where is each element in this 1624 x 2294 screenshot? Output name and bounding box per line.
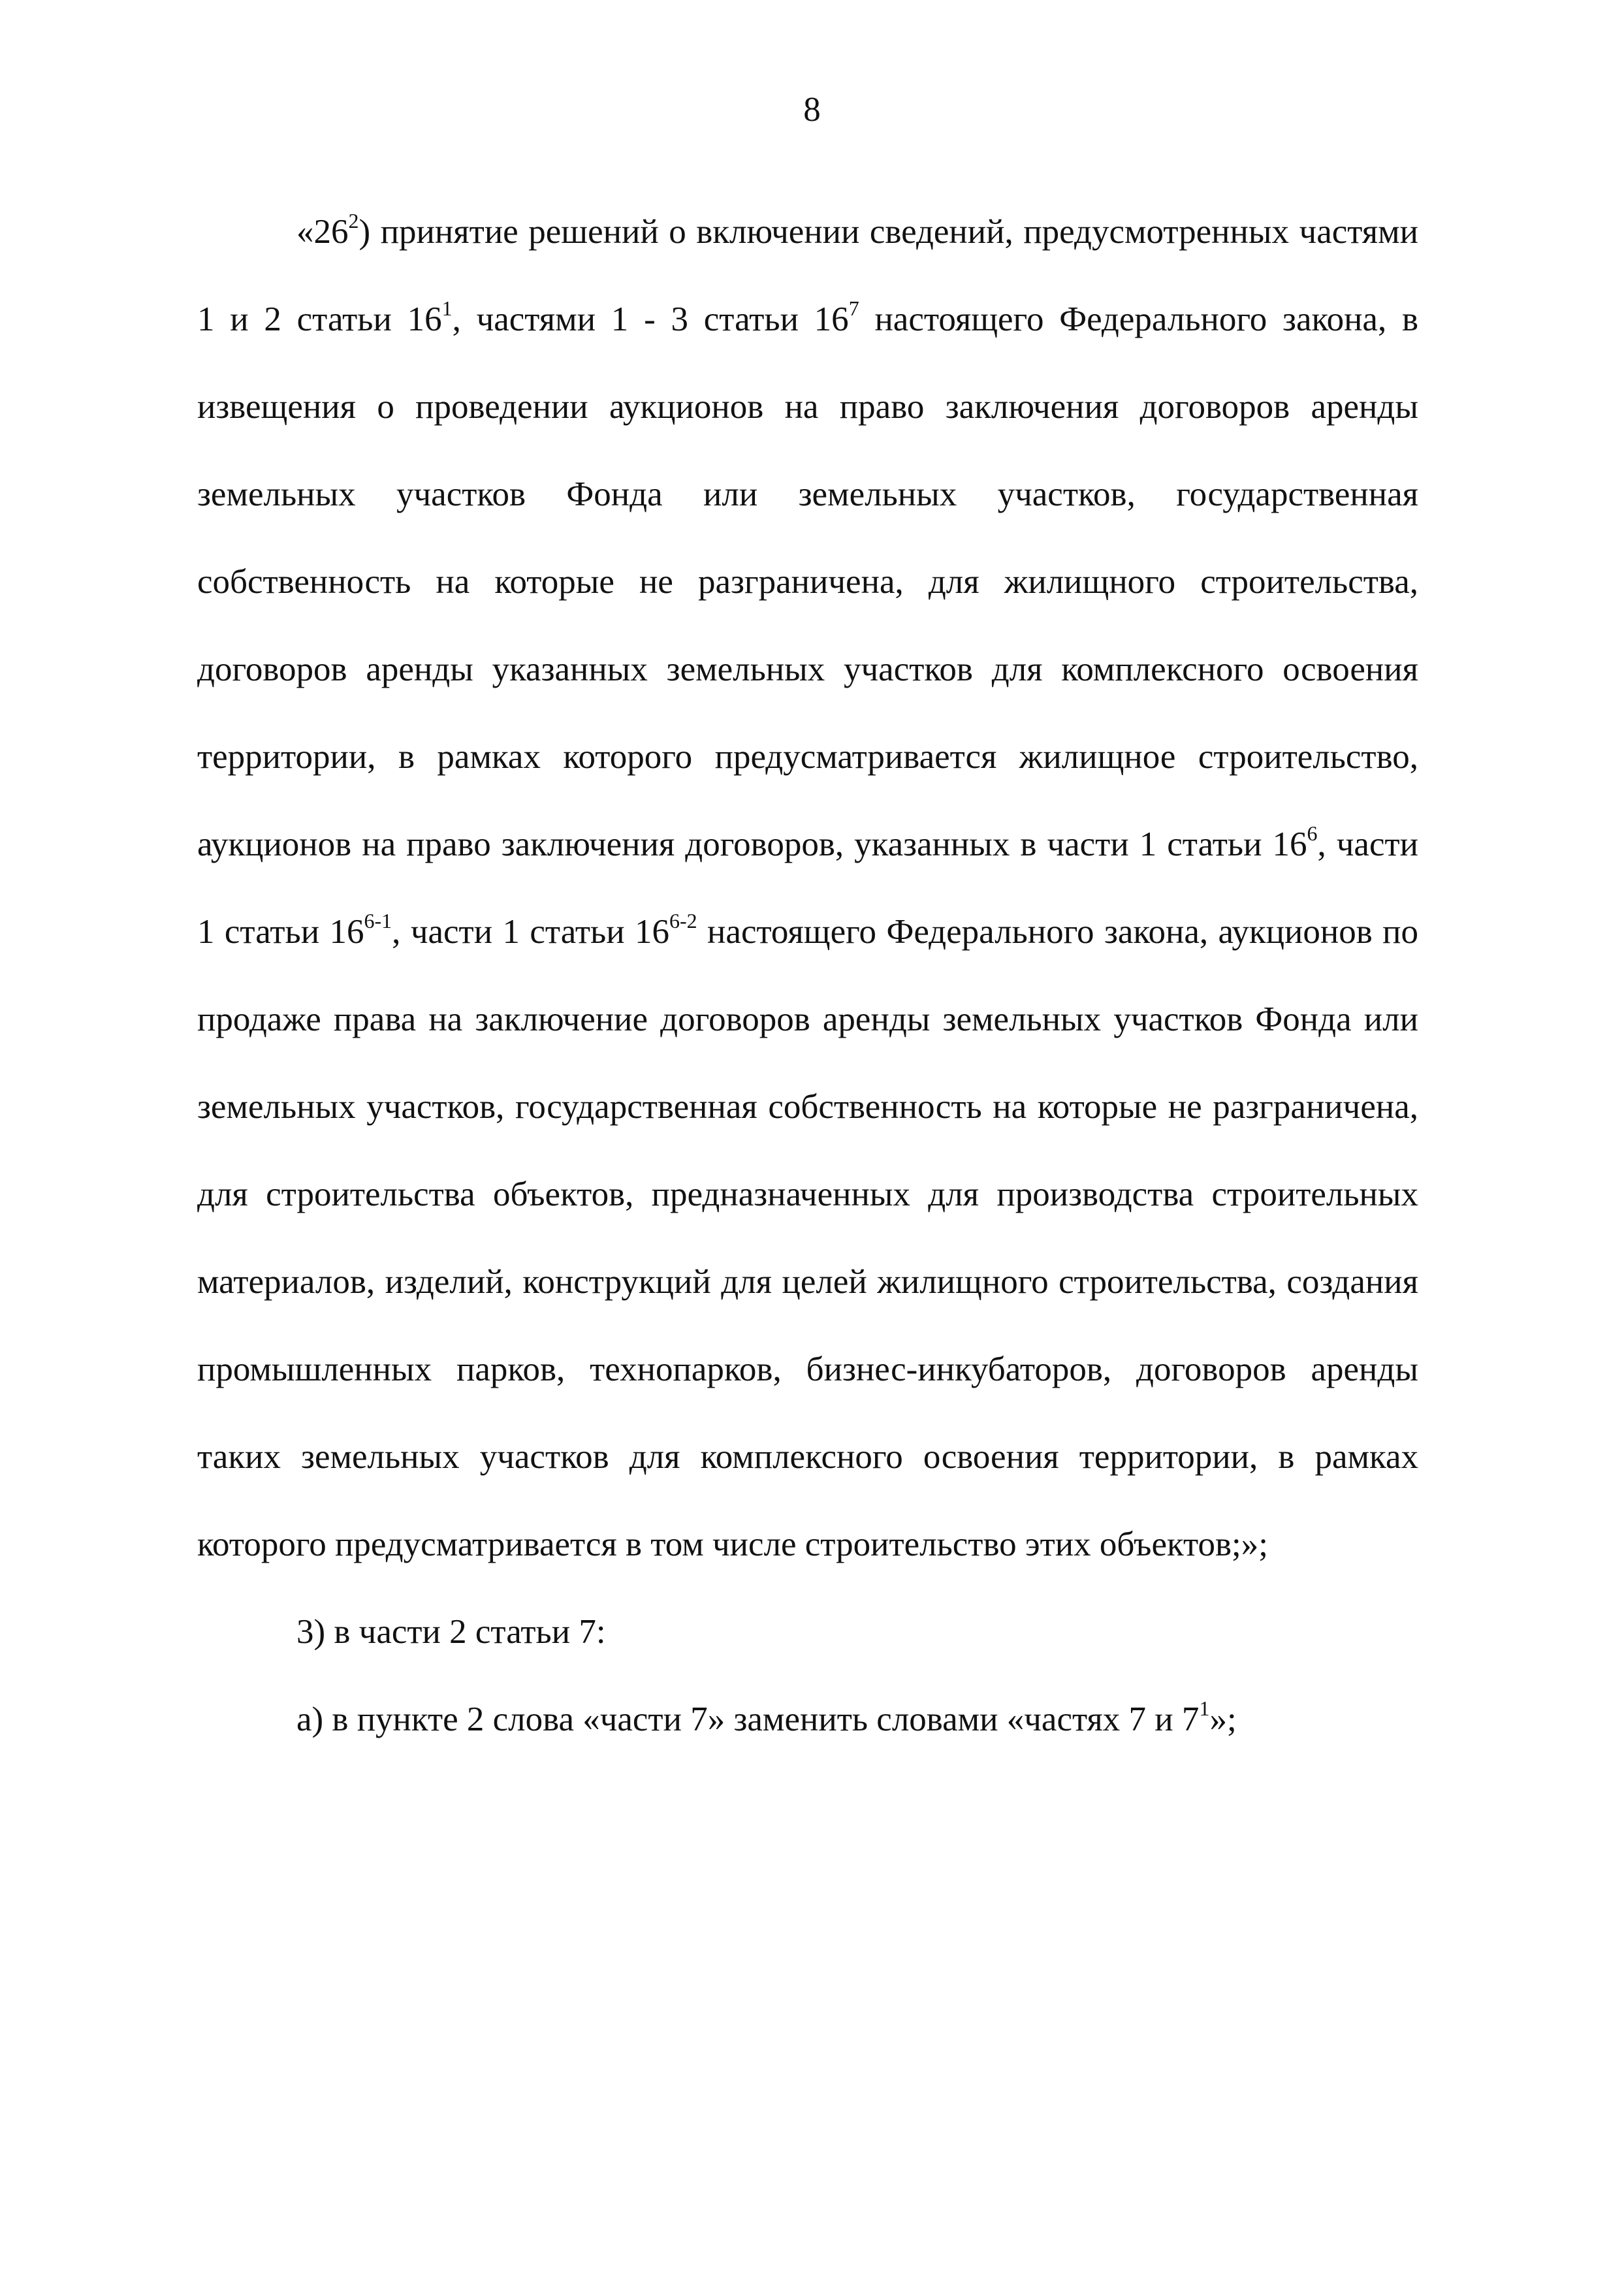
text-run: настоящего Федерального закона, аукционов по продаже права на заключение договоров аренды земельных участков Фонда или земельных участков, государственная собственность на которые не разграничена, для строительства объектов, предназначенных для производства строительных материалов, изделий, конструкций для целей жилищного строительства, создания промышленных парков, технопарков, бизнес-инкубаторов, договоров аренды таких земельных участков для комплексного освоения территории, в рамках которого предусматривается в том числе строительство этих объектов;»; <box>197 913 1418 1563</box>
text-run: , частями 1 - 3 статьи 16 <box>452 300 849 338</box>
text-run: 3) в части 2 статьи 7: <box>296 1613 606 1651</box>
text-run: ) принятие решений о включении сведений, предусмотренных частями 1 и 2 статьи 16 <box>197 213 1418 338</box>
paragraph-subitem-a <box>197 1676 1418 1763</box>
superscript: 1 <box>441 296 453 321</box>
text-run: , части 1 статьи 16 <box>197 825 1418 951</box>
paragraph-item-26-2 <box>197 188 1418 1588</box>
superscript: 6-1 <box>364 909 392 933</box>
superscript: 6 <box>1307 821 1318 846</box>
text-run: настоящего Федерального закона, в извещения о проведении аукционов на право заключения договоров аренды земельных участков Фонда или земельных участков, государственная собственность на которые не разграничена, для жилищного строительства, договоров аренды указанных земельных участков для комплексного освоения территории, в рамках которого предусматривается жилищное строительство, аукционов на право заключения договоров, указанных в части 1 статьи 16 <box>197 300 1418 863</box>
document-body <box>197 188 1418 1763</box>
superscript: 6-2 <box>669 909 697 933</box>
paragraph-item-3 <box>197 1588 1418 1676</box>
text-run: «26 <box>296 213 349 251</box>
superscript: 1 <box>1199 1697 1210 1721</box>
page-number: 8 <box>803 91 821 129</box>
text-run: , части 1 статьи 16 <box>392 913 669 951</box>
text-run: »; <box>1209 1700 1237 1738</box>
text-run: а) в пункте 2 слова «части 7» заменить словами «частях 7 и 7 <box>296 1700 1200 1738</box>
superscript: 2 <box>348 209 359 233</box>
superscript: 7 <box>848 296 859 321</box>
